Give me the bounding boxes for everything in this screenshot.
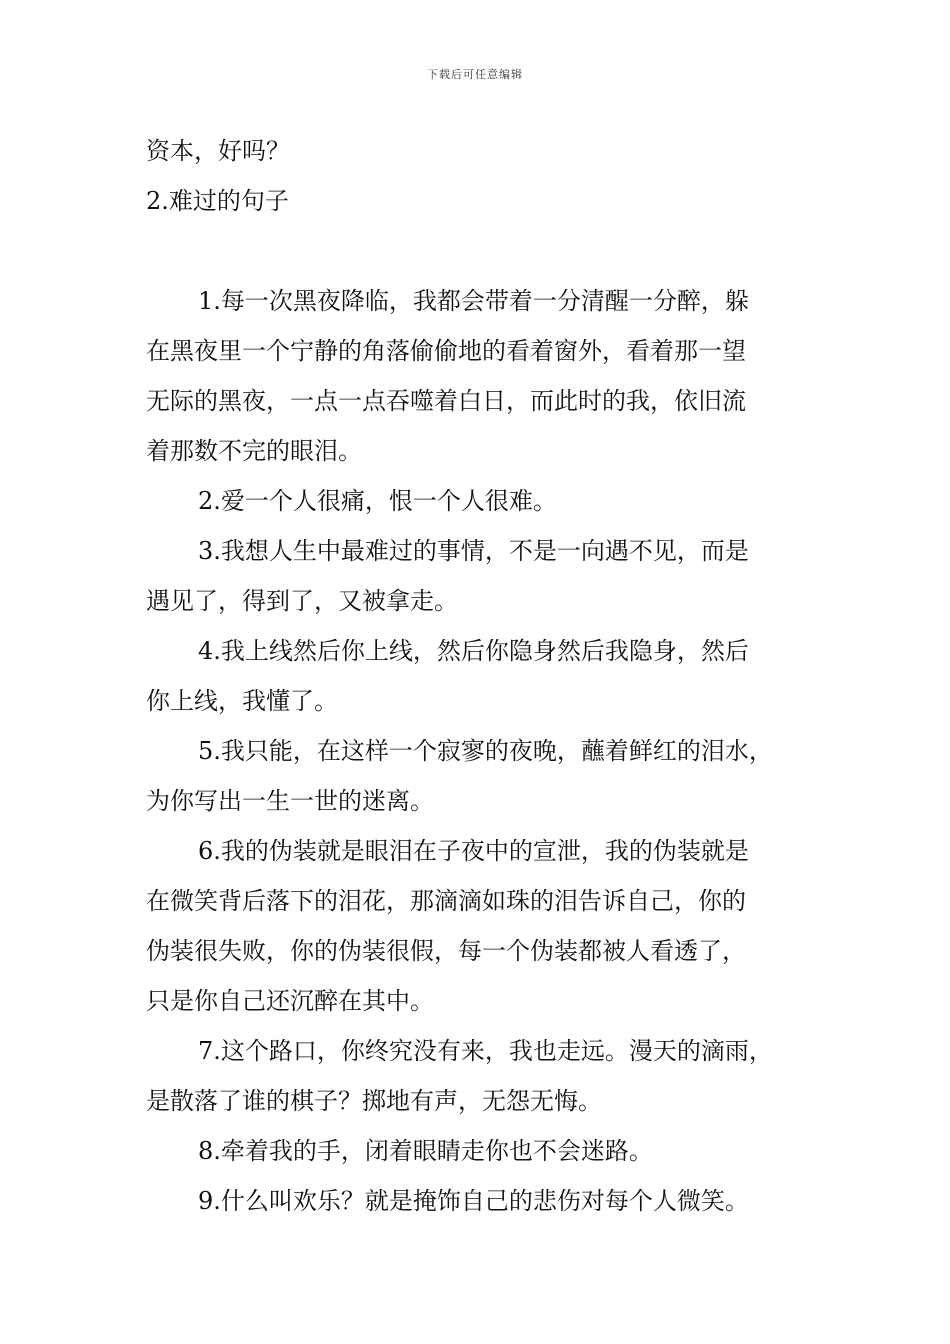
sentence-line: 1.每一次黑夜降临，我都会带着一分清醒一分醉，躲	[198, 287, 749, 315]
section-title: 2.难过的句子	[146, 187, 289, 215]
sentence-line: 5.我只能，在这样一个寂寥的夜晚，蘸着鲜红的泪水，	[198, 737, 773, 765]
sentence-line: 你上线，我懂了。	[146, 687, 338, 715]
document-body	[146, 126, 816, 1226]
sentence-item-6	[146, 826, 816, 1026]
sentence-item-5	[146, 726, 816, 826]
sentence-line: 伪装很失败，你的伪装很假，每一个伪装都被人看透了，	[146, 937, 746, 965]
sentence-line: 只是你自己还沉醉在其中。	[146, 987, 434, 1015]
sentence-line: 3.我想人生中最难过的事情，不是一向遇不见，而是	[198, 537, 749, 565]
sentence-line: 4.我上线然后你上线，然后你隐身然后我隐身，然后	[198, 637, 749, 665]
sentence-line: 在微笑背后落下的泪花，那滴滴如珠的泪告诉自己，你的	[146, 887, 746, 915]
sentence-line: 2.爱一个人很痛，恨一个人很难。	[198, 487, 557, 515]
sentence-line: 无际的黑夜，一点一点吞噬着白日，而此时的我，依旧流	[146, 387, 746, 415]
sentence-item-8	[146, 1126, 816, 1176]
sentence-line: 8.牵着我的手，闭着眼睛走你也不会迷路。	[198, 1137, 653, 1165]
sentence-item-4	[146, 626, 816, 726]
sentence-line: 6.我的伪装就是眼泪在子夜中的宣泄，我的伪装就是	[198, 837, 749, 865]
sentence-line: 是散落了谁的棋子？掷地有声，无怨无悔。	[146, 1087, 602, 1115]
sentence-line: 为你写出一生一世的迷离。	[146, 787, 434, 815]
sentence-item-1	[146, 276, 816, 476]
sentence-item-9	[146, 1176, 816, 1226]
intro-line: 资本，好吗？	[146, 137, 290, 165]
sentence-item-3	[146, 526, 816, 626]
sentence-line: 着那数不完的眼泪。	[146, 437, 362, 465]
sentence-line: 7.这个路口，你终究没有来，我也走远。漫天的滴雨，	[198, 1037, 773, 1065]
sentence-item-7	[146, 1026, 816, 1126]
blank-line	[146, 226, 816, 276]
sentence-line: 遇见了，得到了，又被拿走。	[146, 587, 458, 615]
sentence-line: 在黑夜里一个宁静的角落偷偷地的看着窗外，看着那一望	[146, 337, 746, 365]
sentence-line: 9.什么叫欢乐？就是掩饰自己的悲伤对每个人微笑。	[198, 1187, 749, 1215]
page-header-note: 下载后可任意编辑	[427, 68, 523, 81]
sentence-item-2	[146, 476, 816, 526]
